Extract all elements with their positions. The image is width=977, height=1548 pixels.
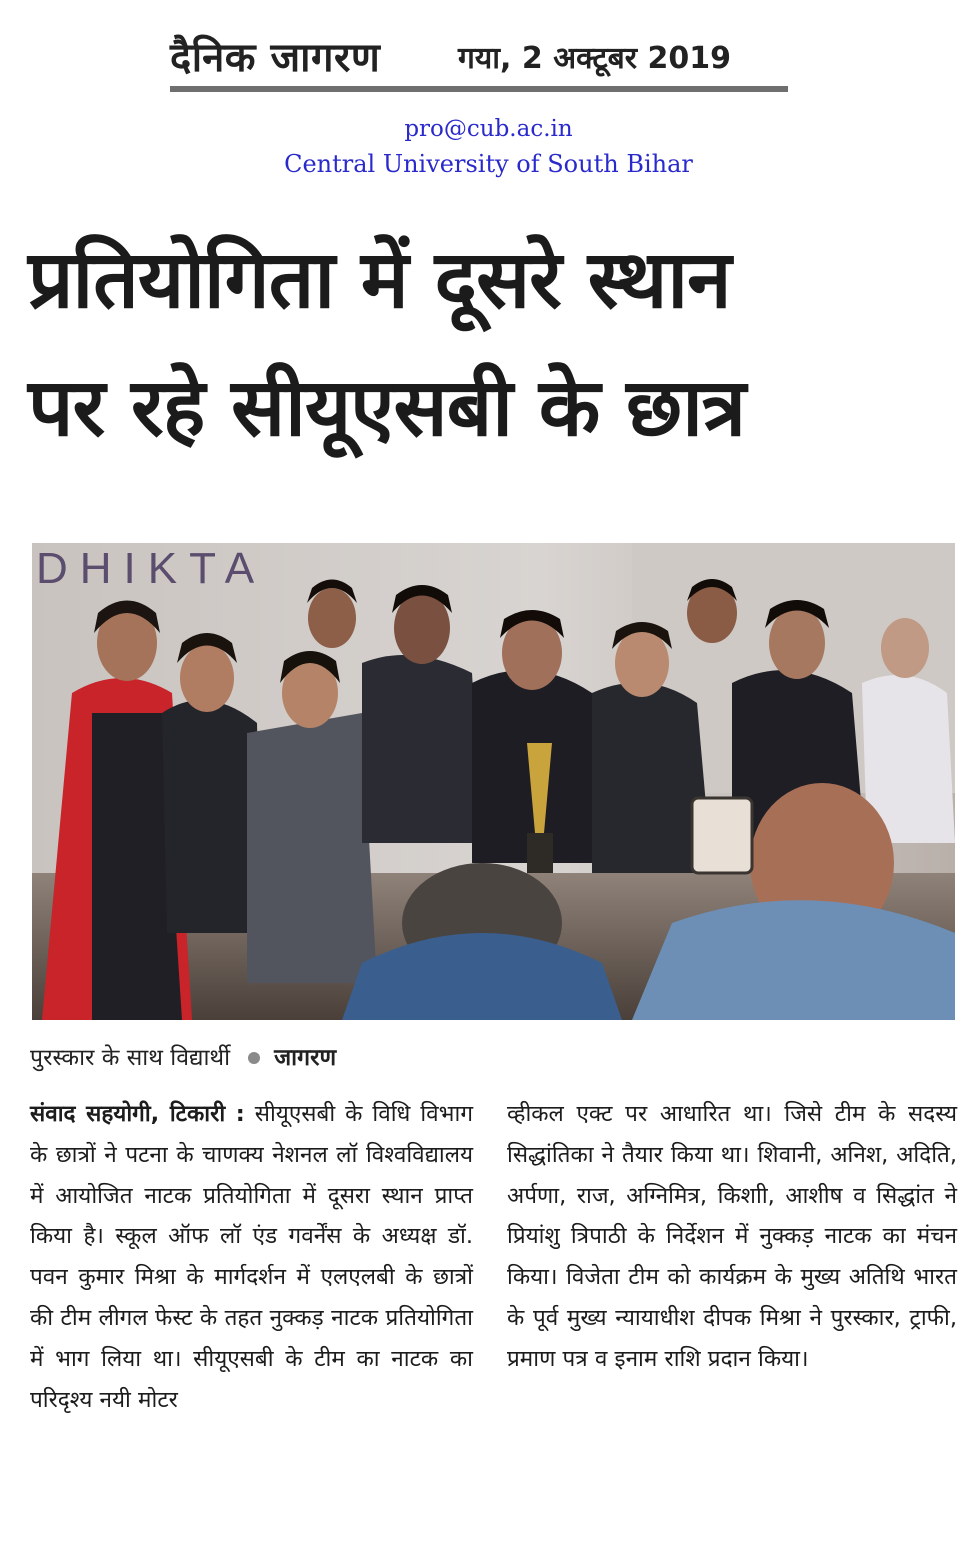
university-name: Central University of South Bihar	[284, 150, 693, 178]
caption-text: पुरस्कार के साथ विद्यार्थी	[30, 1045, 231, 1071]
headline-line-1: प्रतियोगिता में दूसरे स्थान	[28, 233, 731, 326]
masthead	[170, 18, 790, 88]
photo-caption	[30, 1040, 630, 1076]
backdrop-text: DHIKTA	[36, 544, 267, 593]
article-text-left: सीयूएसबी के विधि विभाग के छात्रों ने पटना के चाणक्य नेशनल लॉ विश्वविद्यालय में आयोजित नाटक प्रतियोगिता में दूसरा स्थान प्राप्त किया है। स्कूल ऑफ लॉ एंड गवर्नेंस के अध्यक्ष डॉ. पवन कुमार मिश्रा के मार्गदर्शन में एलएलबी के छात्रों की टीम लीगल फेस्ट के तहत नुक्कड़ नाटक प्रतियोगिता में भाग लिया था। सीयूएसबी के टीम का नाटक का परिदृश्य नयी मोटर	[30, 1101, 473, 1413]
photo-credit: जागरण	[274, 1045, 337, 1071]
article-text-right: व्हीकल एक्ट पर आधारित था। जिसे टीम के सदस्य सिद्धांतिका ने तैयार किया था। शिवानी, अनिश, अदिति, अर्पणा, राज, अग्निमित्र, किशाी, आशीष व सिद्धांत ने प्रियांशु त्रिपाठी के निर्देशन में नुक्कड़ नाटक का मंचन किया। विजेता टीम को कार्यक्रम के मुख्य अतिथि भारत के पूर्व मुख्य न्यायाधीश दीपक मिश्रा ने पुरस्कार, ट्राफी, प्रमाण पत्र व इनाम राशि प्रदान किया।	[507, 1101, 957, 1372]
phone-camera	[692, 798, 752, 873]
byline: संवाद सहयोगी, टिकारी :	[30, 1101, 245, 1127]
article-column-right	[507, 1094, 957, 1380]
dateline: गया, 2 अक्टूबर 2019	[458, 41, 731, 76]
bullet-dot	[248, 1052, 260, 1064]
photo-illustration	[32, 543, 955, 1020]
article-column-left	[30, 1094, 473, 1420]
headline-line-2: पर रहे सीयूएसबी के छात्र	[28, 361, 746, 454]
pr-email: pro@cub.ac.in	[404, 116, 573, 142]
headline	[28, 216, 958, 472]
newspaper-name: दैनिक जागरण	[170, 35, 381, 81]
news-photo	[32, 543, 955, 1020]
masthead-rule	[170, 86, 788, 92]
